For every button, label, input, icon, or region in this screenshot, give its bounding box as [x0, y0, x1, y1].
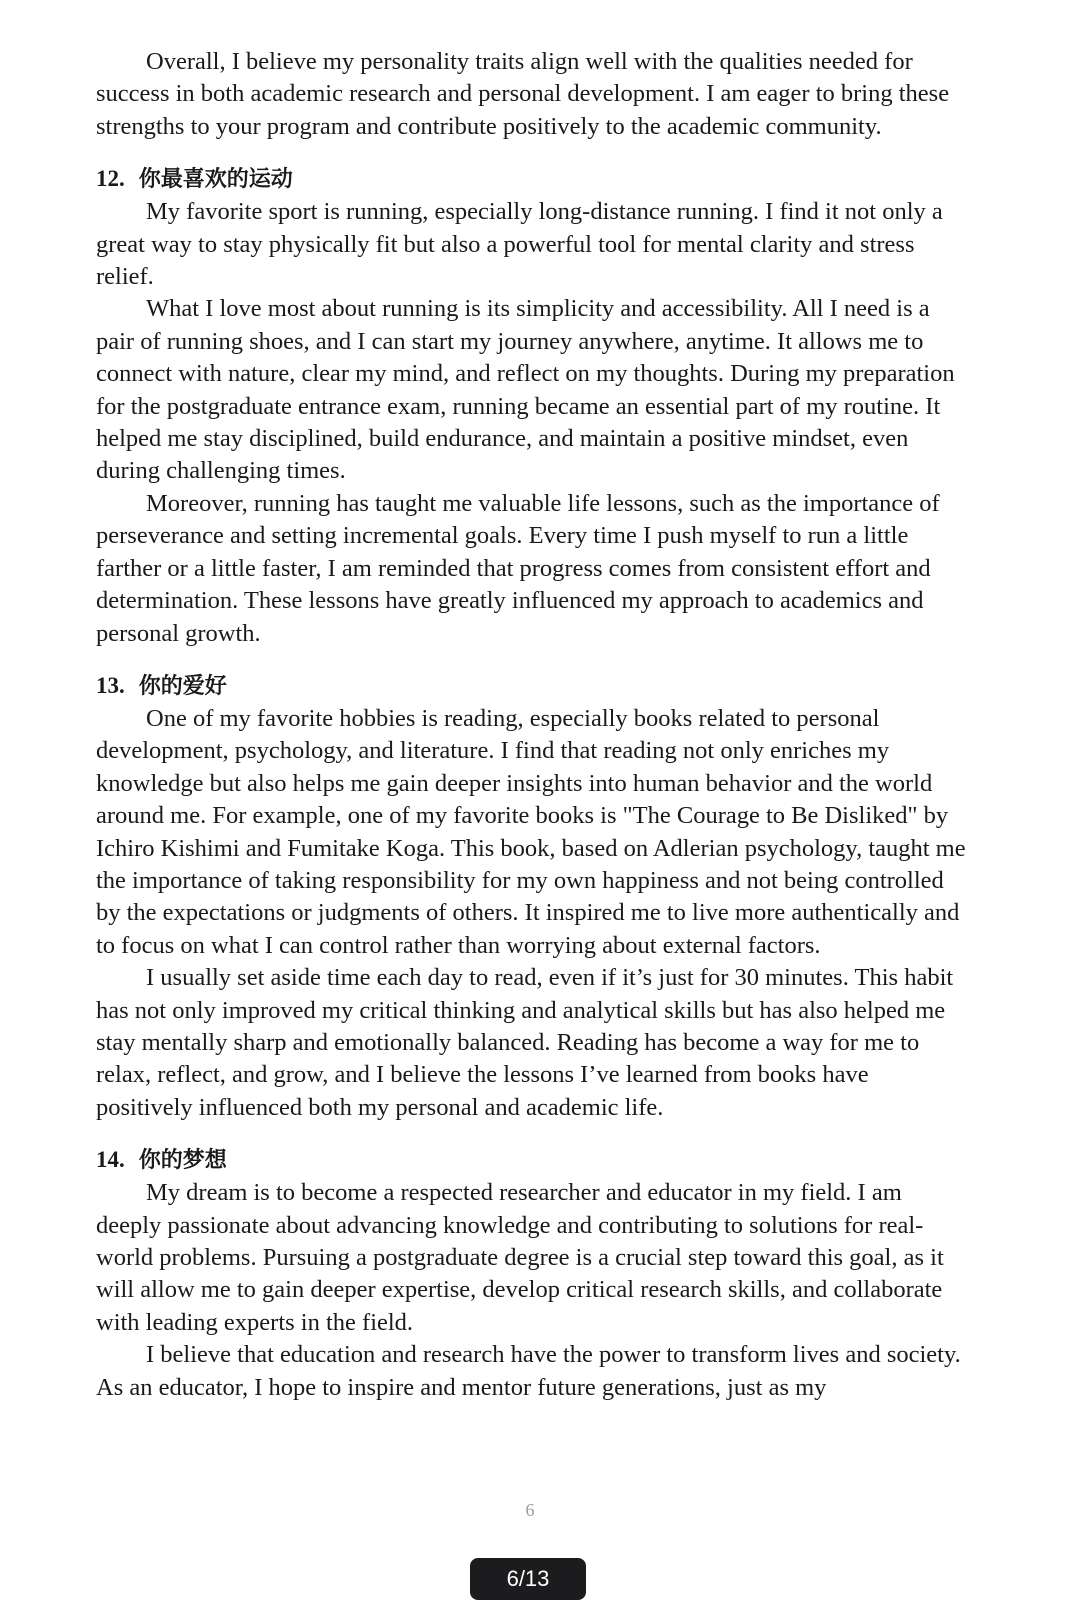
paragraph: Overall, I believe my personality traits align well with the qualities needed for success in both academic research and personal development. I am eager to bring these strengths to your program and contribute positively to the academic community.	[96, 48, 950, 140]
section-heading	[96, 1144, 966, 1177]
paragraph: My favorite sport is running, especially long-distance running. I find it not only a great way to stay physically fit but also a powerful tool for mental clarity and stress relief.	[96, 198, 943, 291]
document-page	[96, 46, 966, 1404]
section-title: 你的梦想	[138, 1148, 227, 1174]
paragraph: One of my favorite hobbies is reading, especially books related to personal development, psychology, and literature. I find that reading not only enriches my knowledge but also helps me gain deeper insights into human behavior and the world around me. For example, one of my favorite books is "The Courage to Be Disliked" by Ichiro Kishimi and Fumitake Koga. This book, based on Adlerian psychology, taught me the importance of taking responsibility for my own happiness and not being controlled by the expectations or judgments of others. It inspired me to live more authentically and to focus on what I can control rather than worrying about external factors.	[96, 704, 966, 959]
paragraph: What I love most about running is its simplicity and accessibility. All I need is a pair of running shoes, and I can start my journey anywhere, anytime. It allows me to connect with nature, clear my mind, and reflect on my thoughts. During my preparation for the postgraduate entrance exam, running became an essential part of my routine. It helped me stay disciplined, build endurance, and maintain a positive mindset, even during challenging times.	[96, 295, 955, 485]
section-number: 12.	[96, 166, 125, 192]
section-14	[96, 1144, 966, 1404]
page-number: 6	[525, 1500, 535, 1520]
section-12	[96, 163, 966, 650]
paragraph: I usually set aside time each day to read, even if it’s just for 30 minutes. This habit has not only improved my critical thinking and analytical skills but has also helped me stay mentally sharp and emotionally balanced. Reading has become a way for me to relax, reflect, and grow, and I believe the lessons I’ve learned from books have positively influenced both my personal and academic life.	[96, 964, 954, 1121]
paragraph: I believe that education and research have the power to transform lives and society. As an educator, I hope to inspire and mentor future generations, just as my	[96, 1341, 961, 1401]
section-13	[96, 670, 966, 1124]
section-heading	[96, 163, 966, 196]
page-indicator-badge[interactable]: 6/13	[470, 1558, 586, 1600]
paragraph: My dream is to become a respected researcher and educator in my field. I am deeply passionate about advancing knowledge and contributing to solutions for real-world problems. Pursuing a postgraduate degree is a crucial step toward this goal, as it will allow me to gain deeper expertise, develop critical research skills, and collaborate with leading experts in the field.	[96, 1179, 944, 1336]
section-title: 你最喜欢的运动	[138, 167, 293, 193]
intro-section	[96, 46, 966, 143]
paragraph: Moreover, running has taught me valuable life lessons, such as the importance of perseverance and setting incremental goals. Every time I push myself to run a little farther or a little faster, I am reminded that progress comes from consistent effort and determination. These lessons have greatly influenced my approach to academics and personal growth.	[96, 489, 940, 647]
section-number: 14.	[96, 1147, 125, 1173]
section-number: 13.	[96, 672, 125, 698]
section-heading	[96, 670, 966, 703]
section-title: 你的爱好	[138, 673, 227, 699]
